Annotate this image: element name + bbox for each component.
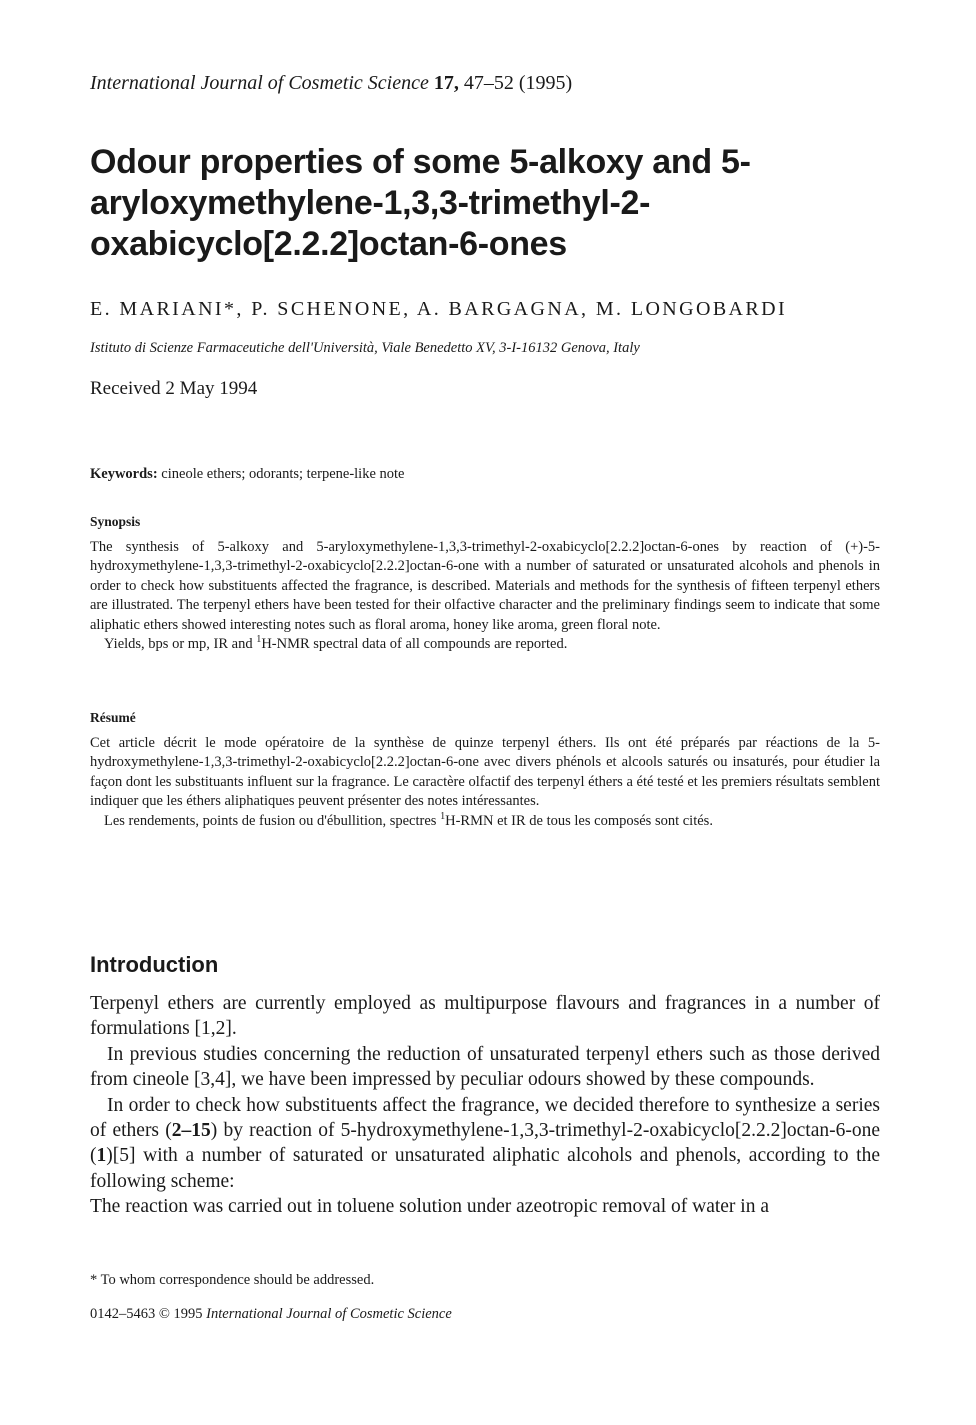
- keywords-label: Keywords:: [90, 466, 158, 482]
- footer-journal-name: International Journal of Cosmetic Science: [206, 1306, 452, 1322]
- synopsis-paragraph: The synthesis of 5-alkoxy and 5-aryloxymethylene-1,3,3-trimethyl-2-oxabicyclo[2.2.2]octan-6-ones by reaction of (+)-5-hydroxymethylene-1,3,3-trimethyl-2-oxabicyclo[2.2.2]octan-6-one with a number of saturated or unsaturated alcohols and phenols in order to check how substituents affected the fragrance, is described. Materials and methods for the synthesis of fifteen terpenyl ethers are illustrated. The terpenyl ethers have been tested for their olfactive character and the preliminary findings seem to indicate that some aliphatic ethers showed interesting notes such as floral aroma, honey like aroma, green floral note.: [90, 539, 880, 633]
- introduction-paragraph: In previous studies concerning the reduction of unsaturated terpenyl ethers such as those derived from cineole [3,4], we have been impressed by peculiar odours showed by these compounds.: [90, 1043, 880, 1091]
- synopsis-body: [90, 538, 880, 654]
- journal-volume: 17,: [433, 72, 459, 94]
- synopsis-heading: Synopsis: [90, 514, 141, 529]
- resume-paragraph: Les rendements, points de fusion ou d'ébullition, spectres $^1$H-RMN et IR de tous les composés sont cités.: [104, 810, 713, 829]
- synopsis-paragraph: Yields, bps or mp, IR and $^1$H-NMR spectral data of all compounds are reported.: [104, 634, 568, 653]
- introduction-body: [90, 991, 880, 1220]
- journal-name: International Journal of Cosmetic Science: [90, 72, 429, 94]
- author-affiliation: Istituto di Scienze Farmaceutiche dell'Università, Viale Benedetto XV, 3-I-16132 Genova, Italy: [90, 340, 640, 356]
- issn-code: 0142–5463 © 1995: [90, 1306, 207, 1322]
- received-date: Received 2 May 1994: [90, 378, 258, 399]
- keywords: [90, 466, 404, 483]
- keywords-text: cineole ethers; odorants; terpene-like note: [157, 466, 405, 482]
- introduction-paragraph: Terpenyl ethers are currently employed as multipurpose flavours and fragrances in a number of formulations [1,2].: [90, 993, 880, 1040]
- resume-body: [90, 734, 880, 831]
- journal-pages: 47–52 (1995): [463, 72, 573, 94]
- author-list: E. MARIANI*, P. SCHENONE, A. BARGAGNA, M. LONGOBARDI: [90, 298, 788, 320]
- introduction-paragraph: In order to check how substituents affect the fragrance, we decided therefore to synthesize a series of ethers (2–15) by reaction of 5-hydroxymethylene-1,3,3-trimethyl-2-oxabicyclo[2.2.2]octan-6-one (1)[5] with a number of saturated or unsaturated aliphatic alcohols and phenols, according to the following scheme:: [90, 1094, 880, 1192]
- resume-paragraph: Cet article décrit le mode opératoire de la synthèse de quinze terpenyl éthers. Ils ont été préparés par réactions de la 5-hydroxymethylene-1,3,3-trimethyl-2-oxabicyclo[2.2.2]octan-6-one avec divers phénols et alcools saturés ou insaturés, pour étudier la façon dont les substituants influent sur la fragrance. Le caractère olfactif des terpenyl éthers a été testé et les premiers résultats semblent indiquer que les éthers aliphatiques peuvent présenter des notes intéressantes.: [90, 735, 880, 810]
- copyright-line: [90, 1306, 452, 1323]
- article-title: Odour properties of some 5-alkoxy and 5-aryloxymethylene-1,3,3-trimethyl-2-oxabicyclo[2.2.2]octan-6-ones: [90, 143, 751, 263]
- correspondence-footnote: * To whom correspondence should be addressed.: [90, 1272, 375, 1288]
- introduction-heading: Introduction: [90, 952, 219, 977]
- introduction-paragraph: The reaction was carried out in toluene solution under azeotropic removal of water in a: [90, 1196, 769, 1218]
- resume-heading: Résumé: [90, 710, 136, 725]
- journal-reference: [90, 72, 572, 95]
